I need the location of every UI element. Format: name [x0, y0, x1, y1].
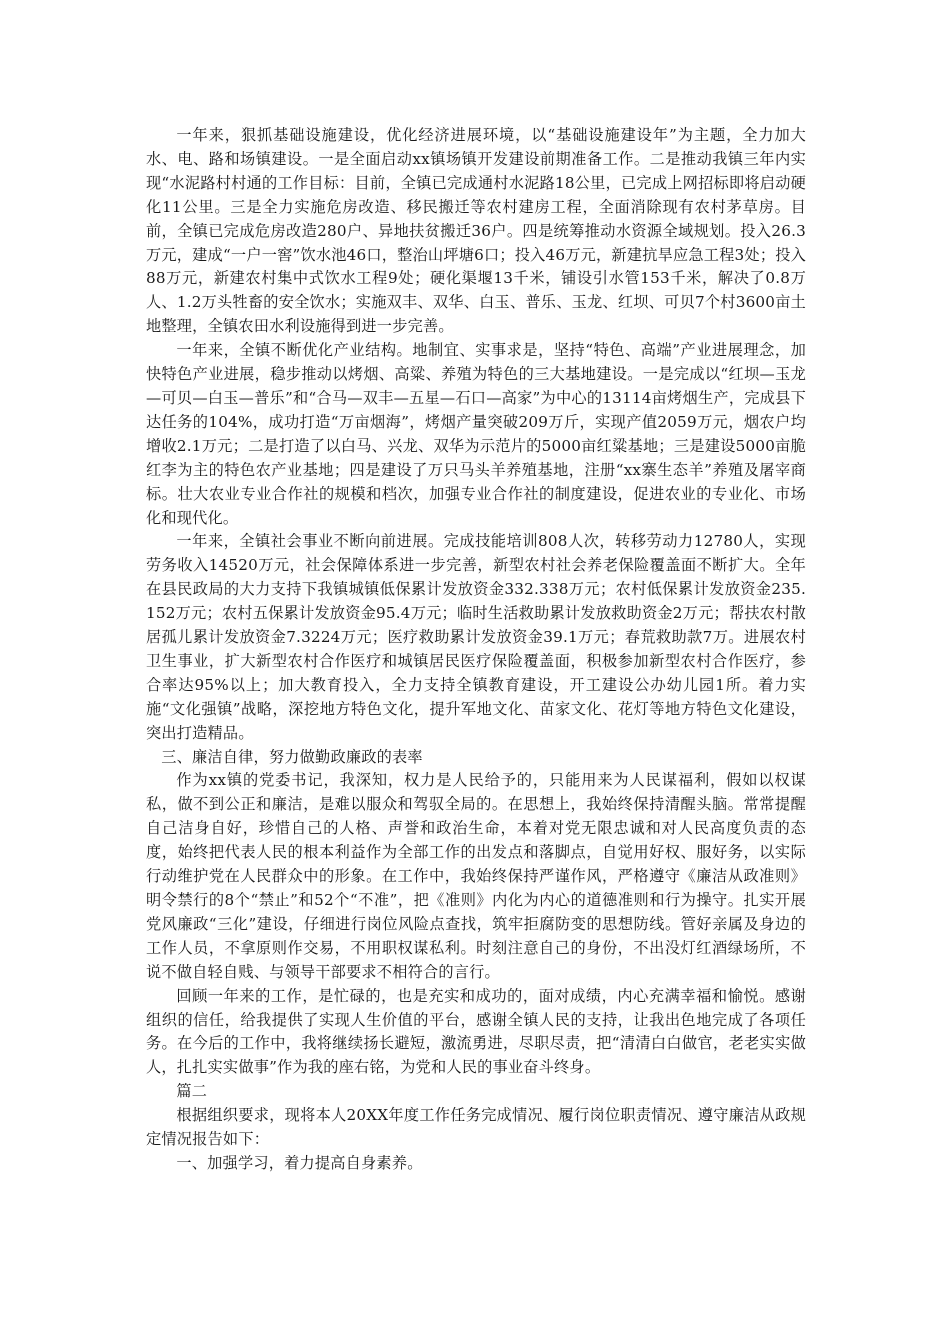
section-label-part-two: 篇二	[176, 1082, 208, 1101]
paragraph-industry: 一年来，全镇不断优化产业结构。地制宜、实事求是，坚持“特色、高端”产业进展理念，加快特色产业进展，稳步推动以烤烟、高粱、养殖为特色的三大基地建设。一是完成以“红坝—玉龙—可贝—白玉—普乐”和“合马—双丰—五星—石口—高家”为中心的13114亩烤烟生产，完成县下达任务的104%，成功打造“万亩烟海”，烤烟产量突破209万斤，实现产值2059万元，烟农户均增收2.1万元；二是打造了以白马、兴龙、双华为示范片的5000亩红粱基地；三是建设5000亩脆红李为主的特色农产业基地；四是建设了万只马头羊养殖基地，注册“xx寨生态羊”养殖及屠宰商标。壮大农业专业合作社的规模和档次，加强专业合作社的制度建设，促进农业的专业化、市场化和现代化。	[146, 341, 806, 527]
paragraph-social-affairs: 一年来，全镇社会事业不断向前进展。完成技能培训808人次，转移劳动力12780人，实现劳务收入14520万元，社会保障体系进一步完善，新型农村社会养老保险覆盖面不断扩大。全年在县民政局的大力支持下我镇城镇低保累计发放资金332.338万元；农村低保累计发放资金235.152万元；农村五保累计发放资金95.4万元；临时生活救助累计发放救助资金2万元；帮扶农村散居孤儿累计发放资金7.3224万元；医疗救助累计发放资金39.1万元；春荒救助款7万。进展农村卫生事业，扩大新型农村合作医疗和城镇居民医疗保险覆盖面，积极参加新型农村合作医疗，参合率达95%以上；加大教育投入，全力支持全镇教育建设，开工建设公办幼儿园1所。着力实施“文化强镇”战略，深挖地方特色文化，提升军地文化、苗家文化、花灯等地方特色文化建设，突出打造精品。	[146, 532, 806, 742]
paragraph-review: 回顾一年来的工作，是忙碌的，也是充实和成功的，面对成绩，内心充满幸福和愉悦。感谢组织的信任，给我提供了实现人生价值的平台，感谢全镇人民的支持，让我出色地完成了各项任务。在今后的工作中，我将继续扬长避短，激流勇进，尽职尽责，把“清清白白做官，老老实实做人，扎扎实实做事”作为我的座右铭，为党和人民的事业奋斗终身。	[146, 986, 806, 1077]
document-body	[146, 124, 806, 1176]
paragraph-infrastructure: 一年来，狠抓基础设施建设，优化经济进展环境，以“基础设施建设年”为主题，全力加大水、电、路和场镇建设。一是全面启动xx镇场镇开发建设前期准备工作。二是推动我镇三年内实现“水泥路村村通的工作目标：目前，全镇已完成通村水泥路18公里，已完成上网招标即将启动硬化11公里。三是全力实施危房改造、移民搬迁等农村建房工程，全面消除现有农村茅草房。目前，全镇已完成危房改造280户、异地扶贫搬迁36户。四是统筹推动水资源全域规划。投入26.3万元，建成“一户一窖”饮水池46口，整治山坪塘6口；投入46万元，新建抗旱应急工程3处；投入88万元，新建农村集中式饮水工程9处；硬化渠堰13千米，铺设引水管153千米，解决了0.8万人、1.2万头牲畜的安全饮水；实施双丰、双华、白玉、普乐、玉龙、红坝、可贝7个村3600亩土地整理，全镇农田水利设施得到进一步完善。	[146, 126, 806, 336]
paragraph-report-intro: 根据组织要求，现将本人20XX年度工作任务完成情况、履行岗位职责情况、遵守廉洁从政规定情况报告如下：	[146, 1106, 806, 1149]
section-heading-integrity: 三、廉洁自律，努力做勤政廉政的表率	[161, 747, 423, 766]
paragraph-integrity: 作为xx镇的党委书记，我深知，权力是人民给予的，只能用来为人民谋福利，假如以权谋私，做不到公正和廉洁，是难以服众和驾驭全局的。在思想上，我始终保持清醒头脑。常常提醒自己洁身自好，珍惜自己的人格、声誉和政治生命，本着对党无限忠诚和对人民高度负责的态度，始终把代表人民的根本利益作为全部工作的出发点和落脚点，自觉用好权、服好务，以实际行动维护党在人民群众中的形象。在工作中，我始终保持严谨作风，严格遵守《廉洁从政准则》明令禁行的8个“禁止”和52个“不准”，把《准则》内化为内心的道德准则和行为操守。扎实开展党风廉政“三化”建设，仔细进行岗位风险点查找，筑牢拒腐防变的思想防线。管好亲属及身边的工作人员，不拿原则作交易，不用职权谋私利。时刻注意自己的身份，不出没灯红酒绿场所，不说不做自轻自贱、与领导干部要求不相符合的言行。	[146, 771, 806, 981]
section-heading-study: 一、加强学习，着力提高自身素养。	[176, 1153, 423, 1172]
